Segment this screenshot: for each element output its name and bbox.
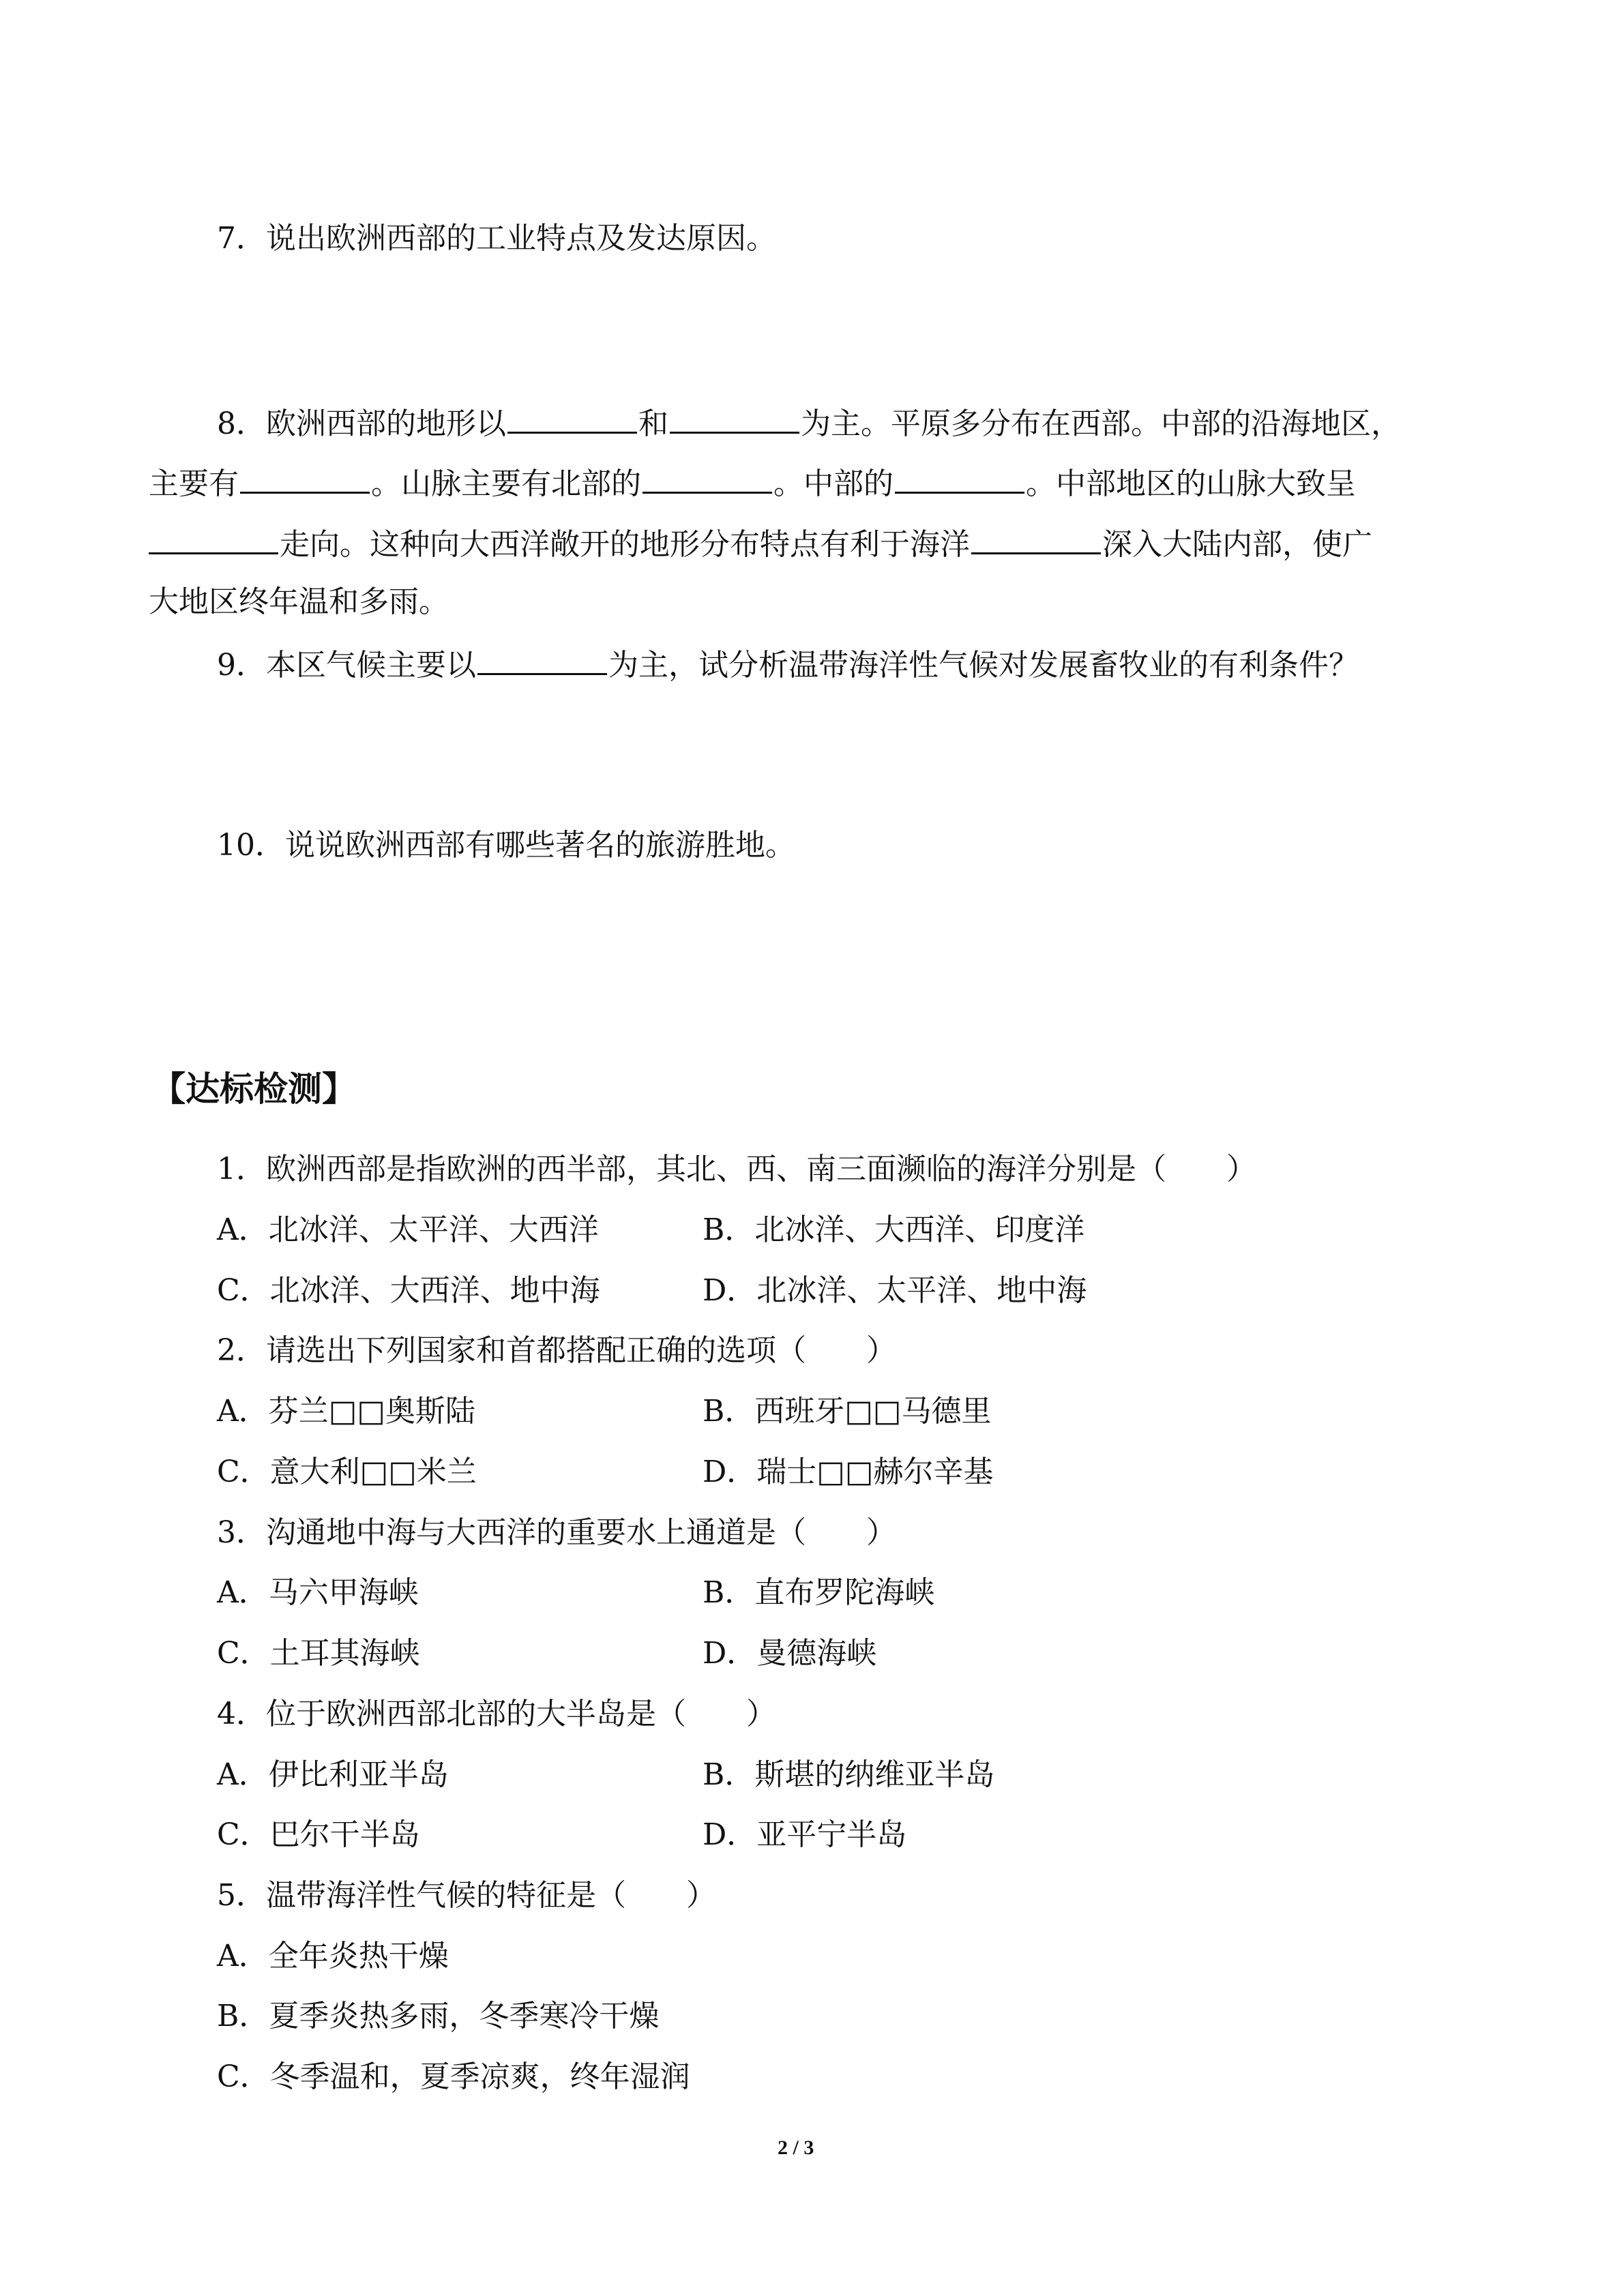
mc-question-stem: 2．请选出下列国家和首都搭配正确的选项（ ） [217, 1333, 896, 1368]
mc-option[interactable]: C．北冰洋、大西洋、地中海 [217, 1273, 600, 1308]
mc-option[interactable]: B．直布罗陀海峡 [703, 1575, 935, 1610]
mc-question-stem: 5．温带海洋性气候的特征是（ ） [217, 1878, 716, 1913]
q9-text: 9．本区气候主要以 [217, 648, 476, 683]
mc-option[interactable]: C．冬季温和，夏季凉爽，终年湿润 [217, 2059, 690, 2094]
section-title: 【达标检测】 [151, 1069, 356, 1109]
question-9 [217, 642, 1359, 686]
mc-option[interactable]: A．芬兰□□奥斯陆 [217, 1394, 475, 1429]
mc-option[interactable]: D．北冰洋、太平洋、地中海 [703, 1273, 1087, 1308]
mc-option[interactable]: C．土耳其海峡 [217, 1636, 420, 1671]
question-8-line-4: 大地区终年温和多雨。 [149, 584, 449, 619]
mc-option[interactable]: D．瑞士□□赫尔辛基 [703, 1455, 994, 1489]
q8-text: 走向。这种向大西洋敞开的地形分布特点有利于海洋 [280, 527, 970, 562]
mc-option[interactable]: C．巴尔干半岛 [217, 1817, 420, 1852]
question-8-line-1 [217, 400, 1401, 445]
q8-text: 主要有 [149, 466, 239, 501]
page-number: 2 / 3 [778, 2136, 814, 2159]
mc-question-stem: 3．沟通地中海与大西洋的重要水上通道是（ ） [217, 1515, 896, 1550]
q8-text: 。山脉主要有北部的 [371, 466, 641, 501]
fill-blank[interactable] [240, 460, 370, 494]
mc-option[interactable]: B．夏季炎热多雨，冬季寒冷干燥 [217, 1999, 660, 2033]
q8-text: 和 [638, 406, 668, 441]
question-7: 7．说出欧洲西部的工业特点及发达原因。 [217, 221, 776, 256]
fill-blank[interactable] [643, 460, 772, 494]
mc-option[interactable]: A．伊比利亚半岛 [217, 1757, 449, 1792]
q8-text: 8．欧洲西部的地形以 [217, 406, 506, 441]
mc-option[interactable]: D．亚平宁半岛 [703, 1817, 907, 1852]
mc-option[interactable]: A．马六甲海峡 [217, 1575, 419, 1610]
q8-text: 为主。平原多分布在西部。中部的沿海地区， [801, 406, 1401, 441]
q8-text: 深入大陆内部，使广 [1102, 527, 1372, 562]
mc-option[interactable]: A．全年炎热干燥 [217, 1939, 449, 1973]
mc-option[interactable]: B．西班牙□□马德里 [703, 1394, 992, 1429]
fill-blank[interactable] [149, 521, 278, 554]
q9-text: 为主，试分析温带海洋性气候对发展畜牧业的有利条件？ [608, 648, 1359, 683]
question-10: 10．说说欧洲西部有哪些著名的旅游胜地。 [217, 828, 795, 863]
mc-question-stem: 1．欧洲西部是指欧洲的西半部，其北、西、南三面濒临的海洋分别是（ ） [217, 1152, 1256, 1187]
mc-option[interactable]: C．意大利□□米兰 [217, 1455, 477, 1489]
q8-text: 。中部地区的山脉大致呈 [1026, 466, 1356, 501]
question-8-line-2 [149, 460, 1356, 505]
mc-option[interactable]: B．北冰洋、大西洋、印度洋 [703, 1212, 1085, 1247]
fill-blank[interactable] [507, 400, 637, 434]
mc-option[interactable]: A．北冰洋、太平洋、大西洋 [217, 1212, 599, 1247]
mc-question-stem: 4．位于欧洲西部北部的大半岛是（ ） [217, 1697, 776, 1731]
fill-blank[interactable] [895, 460, 1024, 494]
fill-blank[interactable] [477, 642, 607, 675]
question-8-line-3 [149, 521, 1372, 565]
fill-blank[interactable] [670, 400, 799, 434]
mc-option[interactable]: B．斯堪的纳维亚半岛 [703, 1757, 995, 1792]
mc-option[interactable]: D．曼德海峡 [703, 1636, 877, 1671]
q8-text: 。中部的 [773, 466, 894, 501]
fill-blank[interactable] [971, 521, 1101, 554]
